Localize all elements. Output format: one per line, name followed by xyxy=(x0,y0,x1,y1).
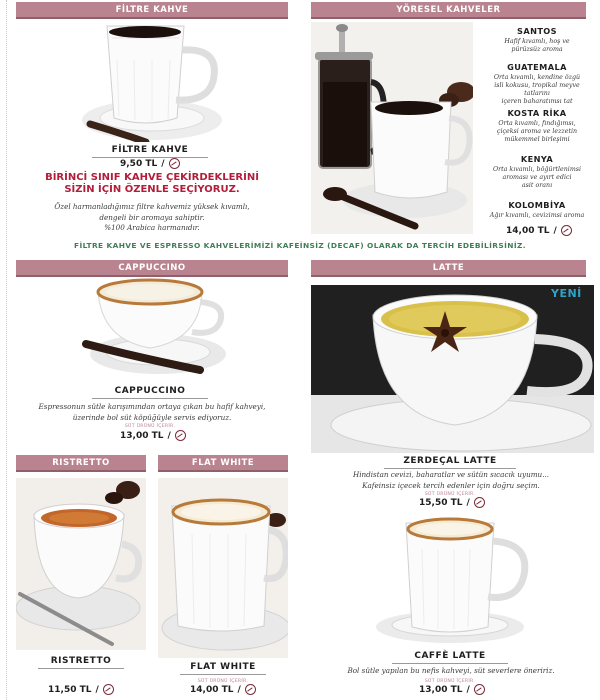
price-separator: / xyxy=(167,430,171,441)
region-guatemala xyxy=(487,62,587,106)
caffe-latte-price-value: 13,00 TL xyxy=(419,684,463,695)
region-kosta-rika-name: KOSTA RİKA xyxy=(507,108,567,118)
region-kenya-desc-3: asit oranı xyxy=(521,182,553,189)
ristretto-price xyxy=(48,684,114,695)
zerdecal-price-value: 15,50 TL xyxy=(419,497,463,508)
caffe-latte-photo xyxy=(370,515,532,645)
filtre-kahve-name: FİLTRE KAHVE xyxy=(111,145,189,155)
region-kenya xyxy=(487,154,587,190)
cappuccino-photo xyxy=(80,278,230,382)
region-kolombiya-name: KOLOMBİYA xyxy=(508,200,566,210)
no-smoking-icon xyxy=(561,225,572,236)
ristretto-banner: RISTRETTO xyxy=(16,455,146,472)
region-kosta-rika-desc-3: mükemmel birleşimi xyxy=(504,136,570,143)
region-guatemala-desc-3: içeren baharatımsı tat xyxy=(501,98,573,105)
region-santos xyxy=(487,26,587,54)
no-smoking-icon xyxy=(245,684,256,695)
flat-white-price xyxy=(190,684,256,695)
filtre-desc-line-1: Özel harmanladığımız filtre kahvemiz yüksek kıvamlı, xyxy=(54,202,250,211)
zerdecal-latte-milk-note: SÜT ÜRÜNÜ İÇERİR. xyxy=(424,492,476,497)
price-separator: / xyxy=(466,684,470,695)
region-guatemala-name: GUATEMALA xyxy=(507,62,567,72)
no-smoking-icon xyxy=(169,158,180,169)
latte-banner: LATTE xyxy=(311,260,586,277)
zerdecal-latte-photo xyxy=(311,285,594,453)
region-kenya-name: KENYA xyxy=(520,154,554,164)
cappuccino-banner: CAPPUCCINO xyxy=(16,260,288,277)
zerdecal-desc-line-2: Kafeinsiz içecek tercih edenler için doğru seçim. xyxy=(362,480,540,490)
no-smoking-icon xyxy=(103,684,114,695)
caffe-latte-description: Bol sütle yapılan bu nefis kahveyi, süt severlere öneririz. xyxy=(347,666,555,675)
yoresel-kahveler-banner: YÖRESEL KAHVELER xyxy=(311,2,586,19)
filtre-kahve-photo xyxy=(72,20,232,142)
flat-white-banner: FLAT WHITE xyxy=(158,455,288,472)
region-kolombiya xyxy=(487,200,587,220)
region-kenya-desc-1: Orta kıvamlı, böğürtlenimsi xyxy=(492,166,582,173)
ristretto-divider xyxy=(38,668,124,669)
filtre-desc-line-3: %100 Arabica harmanıdır. xyxy=(104,223,200,232)
cappuccino-price-value: 13,00 TL xyxy=(120,430,164,441)
cappuccino-name: CAPPUCCINO xyxy=(114,386,186,396)
caffe-latte-price xyxy=(419,684,485,695)
region-kenya-desc-2: aroması ve ayırt edici xyxy=(502,174,572,181)
ristretto-name: RISTRETTO xyxy=(50,656,112,666)
filtre-kahve-price-value: 9,50 TL xyxy=(120,158,158,169)
no-smoking-icon xyxy=(474,497,485,508)
cappuccino-description xyxy=(20,402,284,423)
region-kosta-rika-desc xyxy=(487,120,587,144)
new-badge: YENİ xyxy=(551,287,582,300)
price-separator: / xyxy=(553,225,557,236)
zerdecal-latte-divider xyxy=(384,468,516,469)
cappuccino-divider xyxy=(92,398,208,399)
zerdecal-desc-line-1: Hindistan cevizi, baharatlar ve sütün sıcacık uyumu... xyxy=(352,470,550,479)
region-kenya-desc xyxy=(487,166,587,190)
filtre-kahve-headline xyxy=(20,172,284,196)
region-kolombiya-desc-1: Ağır kıvamlı, cevizimsi aroma xyxy=(489,212,585,219)
no-smoking-icon xyxy=(474,684,485,695)
cappuccino-desc-line-1: Espressonun sütle karışımından ortaya çıkan bu hafif kahveyi, xyxy=(38,402,266,411)
region-kosta-rika-desc-2: çiçeksi aroma ve lezzetin xyxy=(496,128,578,135)
flat-white-price-value: 14,00 TL xyxy=(190,684,234,695)
flat-white-divider xyxy=(180,674,266,675)
filtre-kahve-description xyxy=(20,202,284,234)
price-separator: / xyxy=(161,158,165,169)
filtre-kahve-banner: FİLTRE KAHVE xyxy=(16,2,288,19)
no-smoking-icon xyxy=(175,430,186,441)
region-guatemala-desc xyxy=(487,74,587,106)
flat-white-milk-note: SÜT ÜRÜNÜ İÇERİR. xyxy=(197,679,249,684)
zerdecal-latte-description xyxy=(316,470,586,491)
flat-white-photo xyxy=(158,478,288,658)
region-santos-name: SANTOS xyxy=(517,26,557,36)
region-kosta-rika-desc-1: Orta kıvamlı, fındığımsı, xyxy=(498,120,576,127)
yoresel-kahveler-price xyxy=(506,225,572,236)
decaf-note: FİLTRE KAHVE VE ESPRESSO KAHVELERİMİZİ KAFEİNSİZ (DECAF) OLARAK DA TERCİH EDEBİLİRSİNİZ. xyxy=(74,241,526,250)
ristretto-price-value: 11,50 TL xyxy=(48,684,92,695)
cappuccino-milk-note: SÜT ÜRÜNÜ İÇERİR. xyxy=(124,424,176,429)
filtre-desc-line-2: dengeli bir aromaya sahiptir. xyxy=(99,212,205,222)
caffe-latte-name: CAFFÈ LATTE xyxy=(414,651,486,661)
region-guatemala-desc-1: Orta kıvamlı, kendine özgü xyxy=(493,74,581,81)
left-dotted-rule xyxy=(6,0,7,700)
yoresel-kahveler-photo xyxy=(311,22,473,234)
price-separator: / xyxy=(466,497,470,508)
zerdecal-latte-name: ZERDEÇAL LATTE xyxy=(403,456,497,466)
flat-white-name: FLAT WHITE xyxy=(190,662,256,672)
ristretto-photo xyxy=(16,478,146,650)
filtre-kahve-price xyxy=(120,158,180,169)
region-kosta-rika xyxy=(487,108,587,144)
price-separator: / xyxy=(95,684,99,695)
region-santos-desc xyxy=(487,38,587,54)
cappuccino-price xyxy=(120,430,186,441)
region-santos-desc-2: pürüzsüz aroma xyxy=(511,46,563,53)
yoresel-price-value: 14,00 TL xyxy=(506,225,550,236)
zerdecal-latte-price xyxy=(419,497,485,508)
region-kolombiya-desc xyxy=(487,212,587,220)
filtre-headline-line-2: SİZİN İÇİN ÖZENLE SEÇİYORUZ. xyxy=(64,184,240,195)
filtre-headline-line-1: BİRİNCİ SINIF KAHVE ÇEKİRDEKLERİNİ xyxy=(45,172,259,183)
region-guatemala-desc-2: isli kokusu, tropikal meyve tatlarını xyxy=(494,82,580,97)
price-separator: / xyxy=(237,684,241,695)
region-santos-desc-1: Hafif kıvamlı, hoş ve xyxy=(504,38,570,45)
caffe-latte-milk-note: SÜT ÜRÜNÜ İÇERİR. xyxy=(424,679,476,684)
cappuccino-desc-line-2: üzerinde bol süt köpüğüyle servis ediyoruz. xyxy=(72,412,232,422)
caffe-latte-divider xyxy=(392,663,508,664)
